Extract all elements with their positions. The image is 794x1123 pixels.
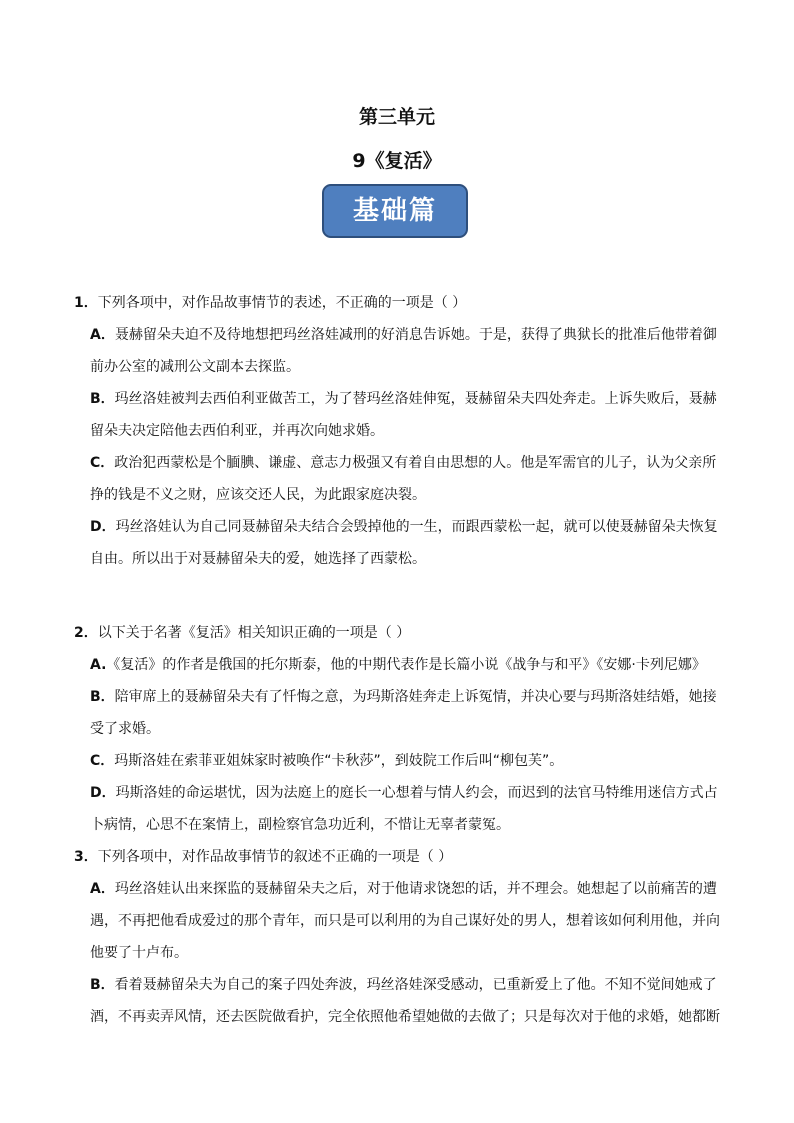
option-line [90,356,730,376]
question-3-stem [74,846,452,866]
option-label: D． [90,785,116,801]
option-text: 遇，不再把他看成爱过的那个青年，而只是可以利用的为自己谋好处的男人，想着该如何利用他，并向 [90,913,720,929]
option-line [90,814,730,834]
option-text: 前办公室的减刑公文副本去探监。 [90,359,300,375]
option-label: C． [90,455,115,471]
option-label: A. [90,657,107,673]
option-line [90,654,730,674]
option-line [90,686,730,706]
question-1-stem [74,292,466,312]
option-text: 陪审席上的聂赫留朵夫有了忏悔之意，为玛斯洛娃奔走上诉冤情，并决心要与玛斯洛娃结婚，她接 [114,689,717,705]
section-badge: 基础篇 [322,184,468,238]
option-line [90,388,730,408]
option-text: 他要了十卢布。 [90,945,188,961]
question-number: 1． [74,295,98,311]
question-text: 以下关于名著《复活》相关知识正确的一项是（ ） [97,625,411,641]
option-line [90,516,730,536]
option-line [90,420,730,440]
option-text: 《复活》的作者是俄国的托尔斯泰，他的中期代表作是长篇小说《战争与和平》《安娜·卡列尼娜》 [106,657,706,673]
option-text: 玛丝洛娃认出来探监的聂赫留朵夫之后，对于他请求饶恕的话，并不理会。她想起了以前痛苦的遭 [114,881,717,897]
option-label: A． [90,327,115,343]
option-line [90,942,730,962]
option-text: 聂赫留朵夫迫不及待地想把玛丝洛娃减刑的好消息告诉她。于是，获得了典狱长的批准后他带着御 [114,327,717,343]
option-line [90,1006,730,1026]
option-text: 受了求婚。 [90,721,160,737]
option-line [90,878,730,898]
option-text: 玛丝洛娃认为自己同聂赫留朵夫结合会毁掉他的一生，而跟西蒙松一起，就可以使聂赫留朵夫恢复 [115,519,718,535]
question-2-stem [74,622,410,642]
option-label: D． [90,519,116,535]
option-label: C． [90,753,115,769]
option-text: 玛斯洛娃在索菲亚姐妹家时被唤作“卡秋莎”，到妓院工作后叫“柳包芙”。 [114,753,564,769]
option-text: 玛斯洛娃的命运堪忧，因为法庭上的庭长一心想着与情人约会，而迟到的法官马特维用迷信方式占 [115,785,718,801]
option-line [90,910,730,930]
option-text: 酒，不再卖弄风情，还去医院做看护，完全依照他希望她做的去做了；只是每次对于他的求婚，她都断 [90,1009,720,1025]
option-text: 挣的钱是不义之财，应该交还人民，为此跟家庭决裂。 [90,487,426,503]
option-line [90,974,730,994]
option-text: 留朵夫决定陪他去西伯利亚，并再次向她求婚。 [90,423,384,439]
option-label: A． [90,881,115,897]
option-label: B． [90,977,115,993]
option-line [90,718,730,738]
unit-title: 第三单元 [358,106,435,128]
question-text: 下列各项中，对作品故事情节的叙述不正确的一项是（ ） [97,849,453,865]
lesson-title: 9《复活》 [352,150,442,172]
option-line [90,782,730,802]
option-text: 政治犯西蒙松是个腼腆、谦虚、意志力极强又有着自由思想的人。他是军需官的儿子，认为父亲所 [114,455,717,471]
option-text: 自由。所以出于对聂赫留朵夫的爱，她选择了西蒙松。 [90,551,426,567]
question-number: 2． [74,625,98,641]
option-text: 卜病情，心思不在案情上，副检察官急功近利，不惜让无辜者蒙冤。 [90,817,510,833]
option-line [90,548,730,568]
option-label: B． [90,689,115,705]
question-number: 3． [74,849,98,865]
option-text: 看着聂赫留朵夫为自己的案子四处奔波，玛丝洛娃深受感动，已重新爱上了他。不知不觉间她戒了 [114,977,717,993]
option-line [90,452,730,472]
option-line [90,484,730,504]
option-line [90,750,730,770]
option-line [90,324,730,344]
option-label: B． [90,391,115,407]
question-text: 下列各项中，对作品故事情节的表述，不正确的一项是（ ） [97,295,467,311]
option-text: 玛丝洛娃被判去西伯利亚做苦工，为了替玛丝洛娃伸冤，聂赫留朵夫四处奔走。上诉失败后，聂赫 [114,391,717,407]
